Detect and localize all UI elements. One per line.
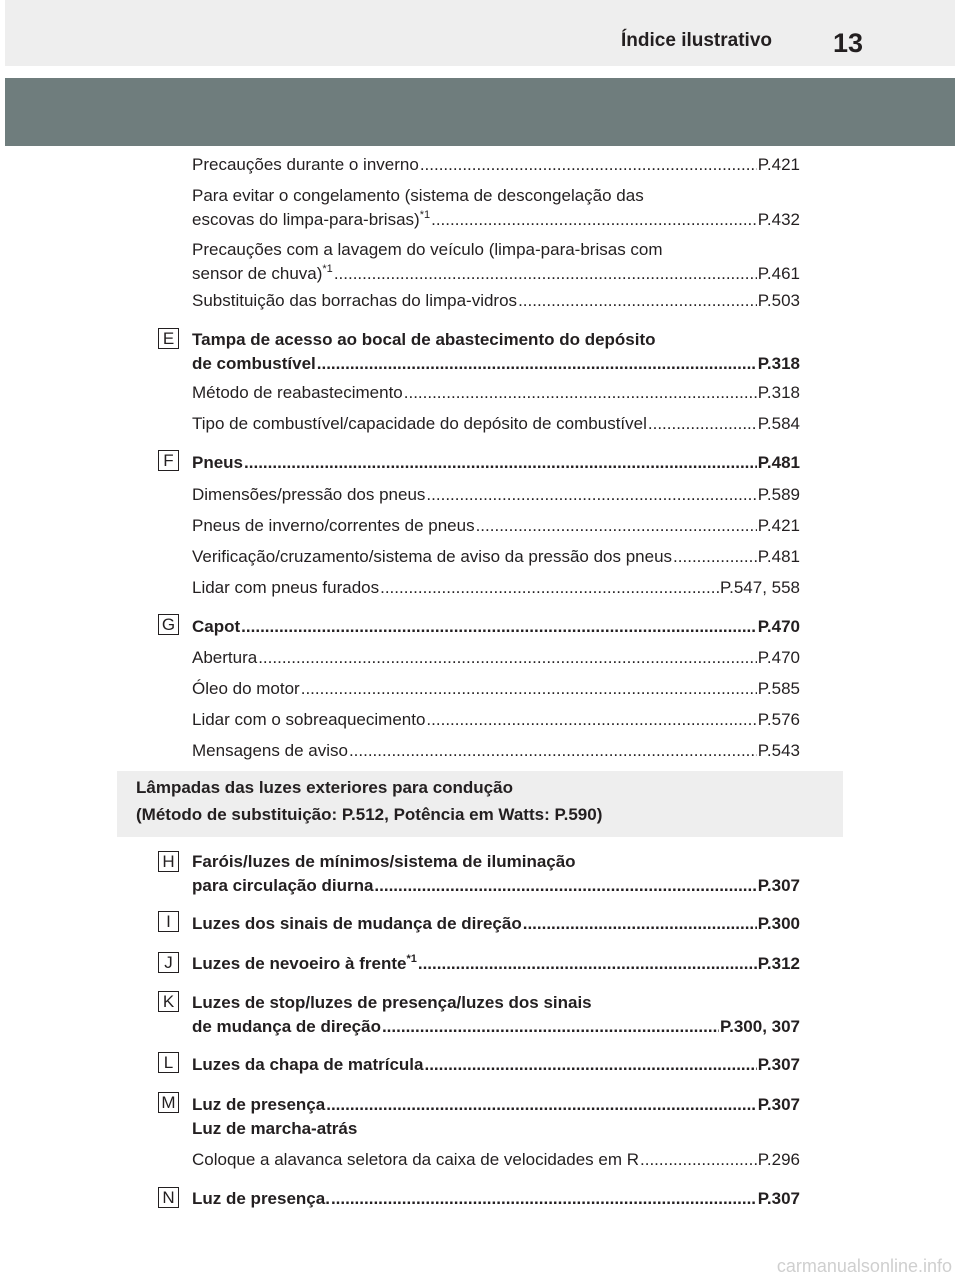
callout-letter-g: G — [158, 614, 179, 635]
index-entry[interactable]: Mensagens de aviso ..... P.543 — [192, 739, 800, 763]
callout-letter-i: I — [158, 911, 179, 932]
index-entry[interactable]: Verificação/cruzamento/sistema de aviso da pressão dos pneus ..... P.481 — [192, 545, 800, 569]
index-entry-position-light[interactable]: Luz de presença. ..... P.307 — [192, 1187, 800, 1211]
page-ref: P.307 — [757, 876, 800, 895]
callout-letter-f: F — [158, 450, 179, 471]
page-ref: P.421 — [757, 516, 800, 535]
page-ref: P.470 — [757, 648, 800, 667]
page-ref: P.300 — [757, 914, 800, 933]
callout-letter-h: H — [158, 851, 179, 872]
index-entry-headlights[interactable]: Faróis/luzes de mínimos/sistema de iluminação para circulação diurna ..... P.307 — [192, 850, 800, 898]
page-ref: P.461 — [757, 264, 800, 283]
page-ref: P.543 — [757, 741, 800, 760]
page-ref: P.585 — [757, 679, 800, 698]
index-entry[interactable]: Precauções com a lavagem do veículo (limpa-para-brisas com sensor de chuva)$^{*1}$ ..... P.461 — [192, 238, 800, 286]
page-ref: P.318 — [757, 354, 800, 373]
page-ref: P.589 — [757, 485, 800, 504]
header-bar — [5, 0, 955, 66]
page-ref: P.307 — [757, 1055, 800, 1074]
index-entry-hood[interactable]: Capot ..... P.470 — [192, 615, 800, 639]
index-entry[interactable]: Para evitar o congelamento (sistema de descongelação das escovas do limpa-para-brisas)$^{*1}$ ..... P.432 — [192, 184, 800, 232]
callout-letter-e: E — [158, 328, 179, 349]
index-entry-stop-lights[interactable]: Luzes de stop/luzes de presença/luzes dos sinais de mudança de direção ..... P.300, 307 — [192, 991, 800, 1039]
index-entry-plate-lights[interactable]: Luzes da chapa de matrícula ..... P.307 — [192, 1053, 800, 1077]
illustration-banner — [5, 78, 955, 146]
page-ref: P.503 — [757, 291, 800, 310]
index-entry[interactable]: Abertura ..... P.470 — [192, 646, 800, 670]
page-number: 13 — [833, 28, 864, 58]
index-entry[interactable]: Pneus de inverno/correntes de pneus ..... P.421 — [192, 514, 800, 538]
index-entry[interactable]: Método de reabastecimento ..... P.318 — [192, 381, 800, 405]
page-ref: P.307 — [757, 1095, 800, 1114]
page-ref: P.584 — [757, 414, 800, 433]
index-entry[interactable]: Substituição das borrachas do limpa-vidros ..... P.503 — [192, 289, 800, 313]
index-entry-tires[interactable]: Pneus ..... P.481 — [192, 451, 800, 475]
page-ref: P.300, 307 — [719, 1017, 800, 1036]
index-entry[interactable]: Óleo do motor ..... P.585 — [192, 677, 800, 701]
index-entry[interactable]: Dimensões/pressão dos pneus ..... P.589 — [192, 483, 800, 507]
page-ref: P.318 — [757, 383, 800, 402]
index-entry[interactable]: Precauções durante o inverno ..... P.421 — [192, 153, 800, 177]
page-ref: P.481 — [757, 547, 800, 566]
index-entry[interactable]: Tipo de combustível/capacidade do depósito de combustível ..... P.584 — [192, 412, 800, 436]
watermark: carmanualsonline.info — [776, 1256, 952, 1276]
page-ref: P.547, 558 — [719, 578, 800, 597]
page-ref: P.312 — [757, 954, 800, 973]
callout-letter-j: J — [158, 952, 179, 973]
callout-letter-n: N — [158, 1187, 179, 1208]
page-ref: P.481 — [757, 453, 800, 472]
index-entry[interactable]: Lidar com o sobreaquecimento ..... P.576 — [192, 708, 800, 732]
index-entry-fuel-door[interactable]: Tampa de acesso ao bocal de abastecimento do depósito de combustível ..... P.318 — [192, 328, 800, 376]
exterior-lamps-band: Lâmpadas das luzes exteriores para condução (Método de substituição: P.512, Potência em Watts: P.590) — [117, 771, 843, 837]
callout-letter-l: L — [158, 1052, 179, 1073]
page-ref: P.432 — [757, 210, 800, 229]
index-entry-position-reverse[interactable]: Luz de presença ..... P.307 Luz de marcha-atrás — [192, 1093, 800, 1141]
page-ref: P.307 — [757, 1189, 800, 1208]
index-entry-turn-signals[interactable]: Luzes dos sinais de mudança de direção ..... P.300 — [192, 912, 800, 936]
index-entry[interactable]: Coloque a alavanca seletora da caixa de velocidades em R ..... P.296 — [192, 1148, 800, 1172]
callout-letter-k: K — [158, 991, 179, 1012]
index-entry[interactable]: Lidar com pneus furados ..... P.547, 558 — [192, 576, 800, 600]
page-ref: P.296 — [757, 1150, 800, 1169]
page-ref: P.576 — [757, 710, 800, 729]
index-entry-fog-lights[interactable]: Luzes de nevoeiro à frente$^{*1}$ ..... P.312 — [192, 952, 800, 976]
callout-letter-m: M — [158, 1092, 179, 1113]
section-title: Índice ilustrativo — [621, 30, 772, 51]
page-ref: P.421 — [757, 155, 800, 174]
page-ref: P.470 — [757, 617, 800, 636]
